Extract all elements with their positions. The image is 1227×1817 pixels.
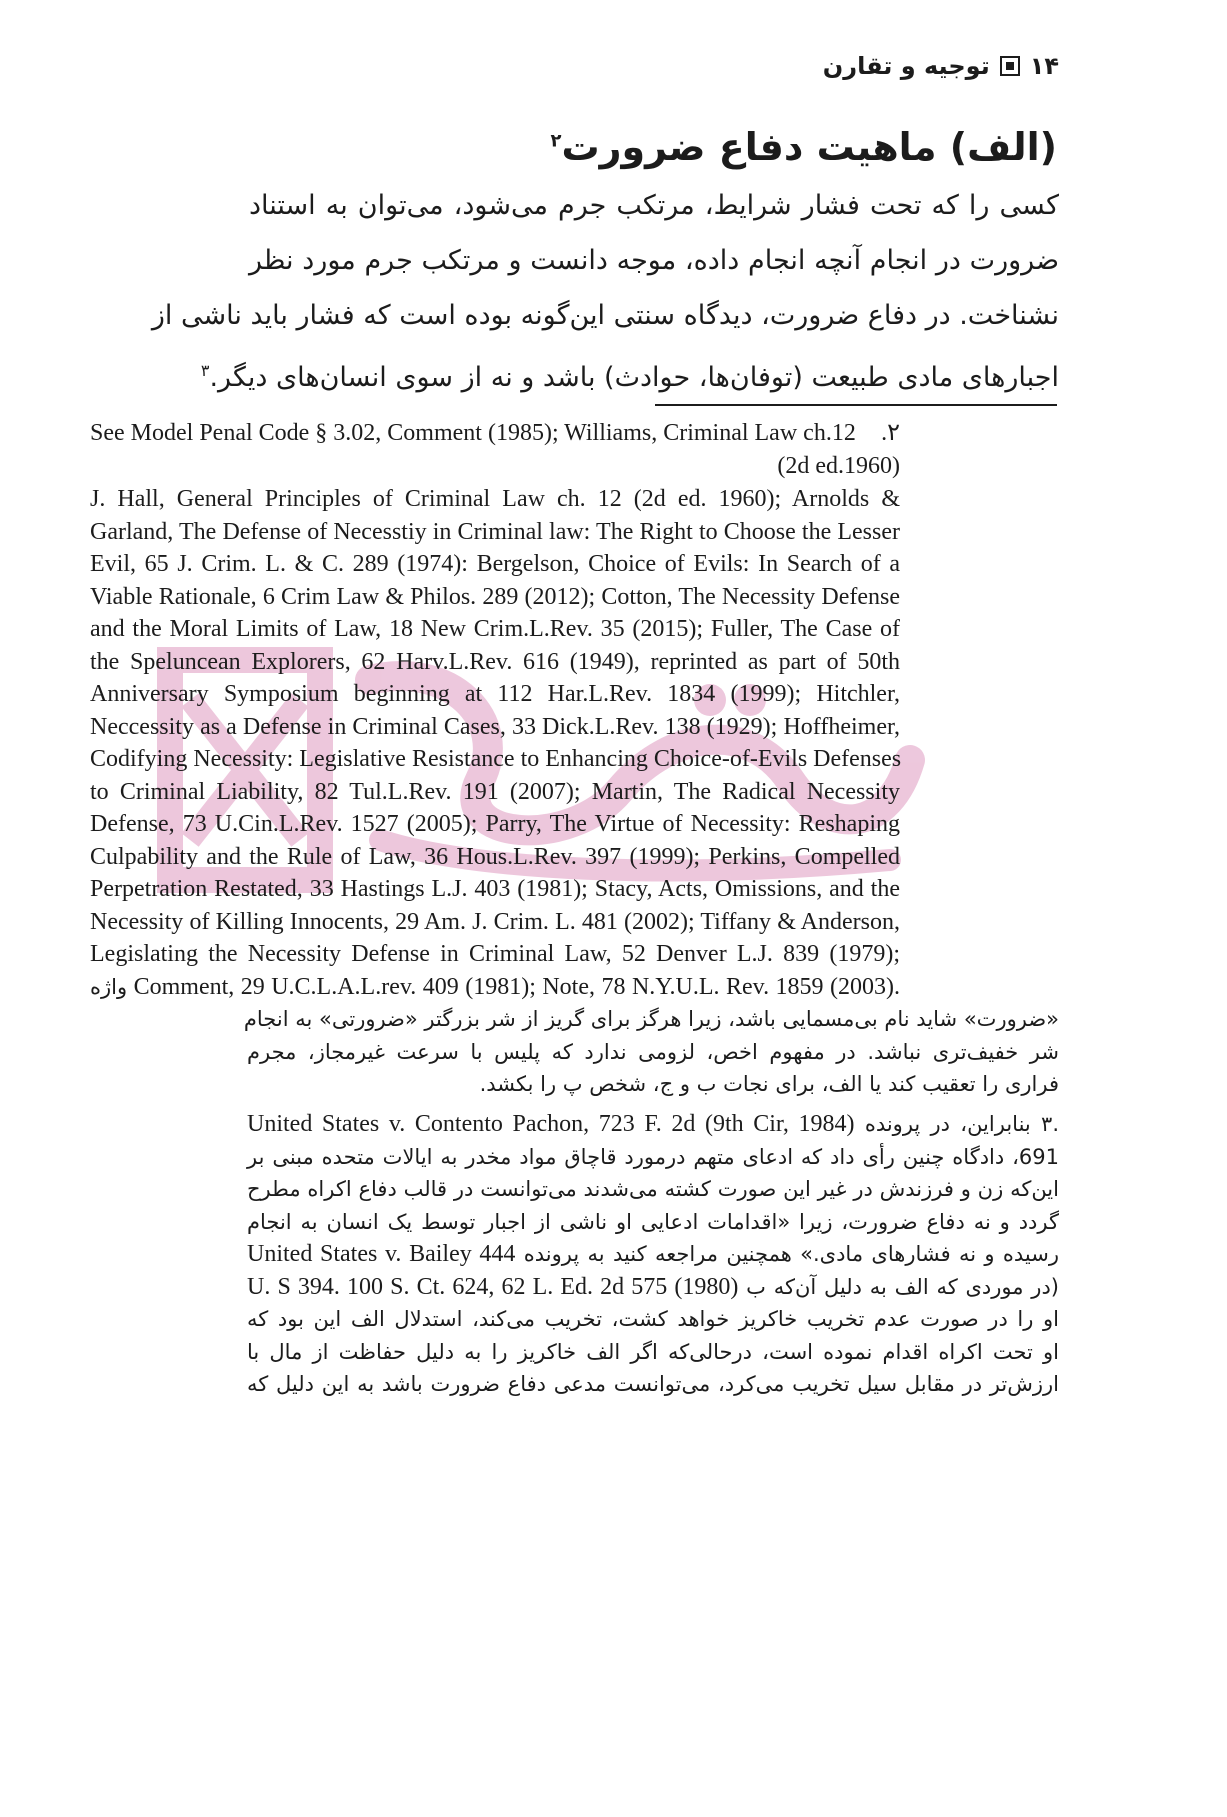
footnote-2-commentary [243,1003,1059,1101]
citation-line: Legislating the Necessity Defense in Criminal Law, 52 Denver L.J. 839 (1979); [90,941,900,967]
footnote-2-first [90,417,900,482]
citation-line: Evil, 65 J. Crim. L. & C. 289 (1974): Bergelson, Choice of Evils: In Search of a [90,551,900,577]
footnote-text: (در موردی که الف به دلیل آن‌که ب [746,1274,1059,1299]
footnote-marker: .۲ [881,420,900,446]
footnote-line: این‌که زن و فرزندش در غیر این صورت کشته می‌شدند می‌توانست در قالب دفاع اکراه مطرح [247,1177,1059,1201]
footnote-text: رسیده و نه فشارهای مادی.» همچنین مراجعه کنید به پرونده [523,1242,1059,1266]
citation-line: Anniversary Symposium beginning at 112 Har.L.Rev. 1834 (1999); Hitchler, [90,681,900,707]
citation-text: Comment, 29 U.C.L.A.L.rev. 409 (1981); Note, 78 N.Y.U.L. Rev. 1859 (2003). [133,973,901,1000]
citation-line: Codifying Necessity: Legislative Resistance to Enhancing Choice-of-Evils Defenses [90,746,902,772]
footnote-line [247,1238,1059,1271]
square-bullet-icon [1000,56,1020,76]
case-citation: United States v. Bailey 444 [247,1241,516,1267]
footnote-line: گردد و نه دفاع ضرورت، زیرا «اقدامات ادعایی او ناشی از اجبار توسط یک انسان به انجام [247,1209,1059,1234]
footnote-text: .۳ بنابراین، در پرونده [864,1112,1059,1136]
citation-line: Culpability and the Rule of Law, 36 Hous.L.Rev. 397 (1999); Perkins, Compelled [90,843,900,870]
footnote-line: ارزش‌تر در مقابل سیل تخریب می‌کرد، می‌توانست مدعی دفاع ضرورت باشد به این دلیل که [247,1372,1059,1396]
running-header [823,52,1059,80]
footnote-line: (2d ed.1960) [777,452,900,479]
citation-line: Garland, The Defense of Necesstiy in Criminal law: The Right to Choose the Lesser [90,518,900,545]
footnote-line: او را در صورت عدم تخریب خاکریز خواهد کشت، تخریب می‌کند، استدلال الف این بود که [247,1307,1059,1331]
paragraph-line: ضرورت در انجام آنچه انجام داده، موجه دانست و مرتکب جرم مورد نظر [249,245,1059,276]
citation-line: Defense, 73 U.Cin.L.Rev. 1527 (2005); Parry, The Virtue of Necessity: Reshaping [90,811,900,837]
citation-line: to Criminal Liability, 82 Tul.L.Rev. 191 (2007); Martin, The Radical Necessity [90,778,900,805]
paragraph-line-last [200,343,1059,398]
footnote-line [90,417,900,450]
paragraph-line: نشناخت. در دفاع ضرورت، دیدگاه سنتی این‌گونه بوده است که فشار باید ناشی از [151,300,1059,331]
paragraph-line-text: اجبارهای مادی طبیعت (توفان‌ها، حوادث) باشد و نه از سوی انسان‌های دیگر. [209,362,1059,393]
main-paragraph [151,178,1059,398]
citation-line [90,971,900,1004]
footnote-text: See Model Penal Code § 3.02, Comment (1985); Williams, Criminal Law ch.12 [90,420,856,446]
case-citation: U. S 394. 100 S. Ct. 624, 62 L. Ed. 2d 575 (1980) [247,1273,739,1300]
citation-line: Viable Rationale, 6 Crim Law & Philos. 289 (2012); Cotton, The Necessity Defense [90,583,900,610]
citation-prefix: واژه [90,974,128,999]
citation-line: the Speluncean Explorers, 62 Harv.L.Rev. 616 (1949), reprinted as part of 50th [90,648,900,675]
citation-line: J. Hall, General Principles of Criminal Law ch. 12 (2d ed. 1960); Arnolds & [90,486,900,512]
footnote-line [247,1108,1059,1141]
running-title: توجیه و تقارن [822,52,990,80]
footnote-separator [655,404,1057,406]
paragraph-line: کسی را که تحت فشار شرایط، مرتکب جرم می‌شود، می‌توان به استناد [249,190,1059,221]
footnote-2-citations [90,483,900,1003]
footnote-line: 691، دادگاه چنین رأی داد که ادعای متهم درمورد قاچاق مواد مخدر به ایالات متحده مبنی بر [247,1144,1059,1169]
section-heading [550,125,1057,169]
section-heading-text: (الف) ماهیت دفاع ضرورت [561,125,1057,169]
footnote-3 [247,1108,1059,1401]
footnote-ref-3: ۳ [200,361,210,380]
citation-line: and the Moral Limits of Law, 18 New Crim.L.Rev. 35 (2015); Fuller, The Case of [90,616,900,642]
citation-line: Necessity of Killing Innocents, 29 Am. J. Crim. L. 481 (2002); Tiffany & Anderson, [90,908,900,935]
page-number: ۱۴ [1029,52,1059,80]
citation-line: Perpetration Restated, 33 Hastings L.J. 403 (1981); Stacy, Acts, Omissions, and the [90,876,900,902]
footnote-line: او تحت اکراه اقدام نموده است، درحالی‌که اگر الف خاکریز را به دلیل حفاظت از مال با [247,1339,1059,1364]
citation-line: Neccessity as a Defense in Criminal Cases, 33 Dick.L.Rev. 138 (1929); Hoffheimer, [90,713,900,740]
footnote-line: فراری را تعقیب کند یا الف، برای نجات ب و ج، شخص پ را بکشد. [479,1072,1059,1096]
footnote-line: شر خفیف‌تری نباشد. در مفهوم اخص، لزومی ندارد که پلیس با سرعت غیرمجاز، مجرم [247,1039,1059,1064]
footnote-line: «ضرورت» شاید نام بی‌مسمایی باشد، زیرا هرگز برای گریز از شر بزرگتر «ضرورتی» به انجام [243,1007,1059,1031]
case-citation: United States v. Contento Pachon, 723 F. 2d (9th Cir, 1984) [247,1111,855,1137]
footnote-ref-2: ۲ [550,130,562,152]
footnote-line [247,1271,1059,1304]
